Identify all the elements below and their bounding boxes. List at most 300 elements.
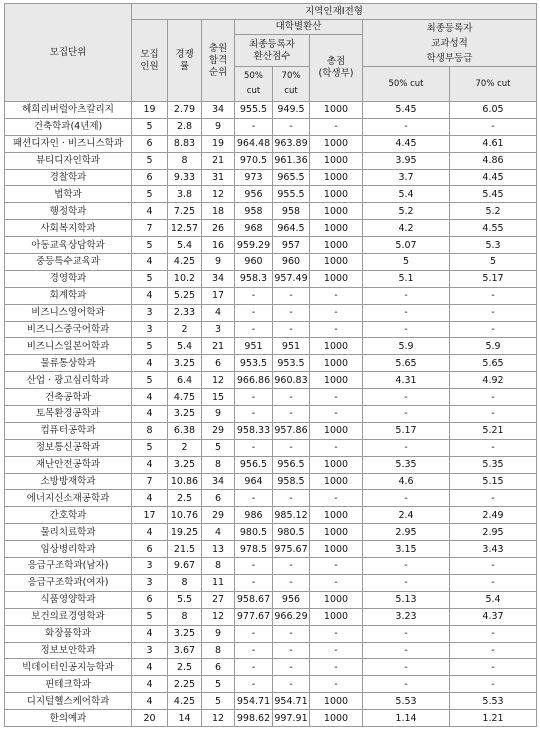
- cell-unit-name: 경영학과: [5, 270, 132, 287]
- cell-ratio: 5.25: [168, 287, 202, 304]
- cell-ratio: 2.33: [168, 304, 202, 321]
- cell-quota: 20: [132, 710, 168, 727]
- cell-waitlist-rank: 34: [202, 102, 235, 119]
- cell-score-cut50: -: [235, 574, 273, 591]
- cell-total: -: [310, 676, 363, 693]
- cell-ratio: 2: [168, 439, 202, 456]
- cell-ratio: 8.83: [168, 135, 202, 152]
- cell-total: 1000: [310, 507, 363, 524]
- cell-score-cut70: 975.67: [273, 541, 310, 558]
- header-total: 총점 (학생부): [310, 35, 363, 102]
- cell-score-cut70: 963.89: [273, 135, 310, 152]
- cell-score-cut70: -: [273, 490, 310, 507]
- table-row: [5, 186, 537, 203]
- cell-total: -: [310, 321, 363, 338]
- table-row: [5, 456, 537, 473]
- cell-unit-name: 중등특수교육과: [5, 254, 132, 271]
- cell-total: 1000: [310, 473, 363, 490]
- cell-waitlist-rank: 12: [202, 608, 235, 625]
- cell-unit-name: 정보통신공학과: [5, 439, 132, 456]
- cell-ratio: 8: [168, 152, 202, 169]
- cell-score-cut50: 966.86: [235, 372, 273, 389]
- cell-score-cut50: -: [235, 389, 273, 406]
- cell-grade-cut70: -: [450, 574, 537, 591]
- cell-ratio: 5.4: [168, 237, 202, 254]
- table-header: [5, 4, 537, 102]
- cell-unit-name: 비즈니스영어학과: [5, 304, 132, 321]
- cell-total: -: [310, 625, 363, 642]
- cell-grade-cut50: 3.23: [363, 608, 450, 625]
- cell-grade-cut50: 5.07: [363, 237, 450, 254]
- cell-grade-cut70: 4.37: [450, 608, 537, 625]
- table-row: [5, 355, 537, 372]
- cell-grade-cut50: 2.95: [363, 524, 450, 541]
- cell-score-cut70: 958: [273, 203, 310, 220]
- cell-grade-cut50: 4.2: [363, 220, 450, 237]
- header-quota: 모집 인원: [132, 20, 168, 102]
- cell-grade-cut70: -: [450, 287, 537, 304]
- cell-unit-name: 회계학과: [5, 287, 132, 304]
- cell-score-cut70: 949.5: [273, 102, 310, 119]
- cell-unit-name: 응급구조학과(여자): [5, 574, 132, 591]
- cell-quota: 5: [132, 338, 168, 355]
- cell-score-cut70: 957.49: [273, 270, 310, 287]
- cell-score-cut70: 960: [273, 254, 310, 271]
- cell-score-cut50: 964.48: [235, 135, 273, 152]
- cell-ratio: 6.4: [168, 372, 202, 389]
- cell-score-cut50: 955.5: [235, 102, 273, 119]
- cell-grade-cut70: -: [450, 642, 537, 659]
- cell-quota: 3: [132, 558, 168, 575]
- cell-quota: 5: [132, 237, 168, 254]
- cell-ratio: 3.8: [168, 186, 202, 203]
- cell-score-cut50: 958: [235, 203, 273, 220]
- cell-total: -: [310, 389, 363, 406]
- table-row: [5, 220, 537, 237]
- cell-waitlist-rank: 6: [202, 355, 235, 372]
- cell-grade-cut70: 5.15: [450, 473, 537, 490]
- cell-quota: 4: [132, 676, 168, 693]
- cell-waitlist-rank: 12: [202, 710, 235, 727]
- cell-score-cut70: -: [273, 304, 310, 321]
- cell-total: 1000: [310, 186, 363, 203]
- cell-quota: 3: [132, 304, 168, 321]
- cell-grade-cut50: 4.45: [363, 135, 450, 152]
- cell-grade-cut50: -: [363, 642, 450, 659]
- cell-ratio: 6.38: [168, 422, 202, 439]
- cell-grade-cut50: -: [363, 558, 450, 575]
- cell-ratio: 5.5: [168, 591, 202, 608]
- cell-score-cut70: 956: [273, 591, 310, 608]
- cell-waitlist-rank: 9: [202, 118, 235, 135]
- cell-ratio: 4.25: [168, 254, 202, 271]
- cell-grade-cut70: 4.61: [450, 135, 537, 152]
- cell-score-cut70: 955.5: [273, 186, 310, 203]
- cell-grade-cut70: 4.45: [450, 169, 537, 186]
- cell-total: -: [310, 304, 363, 321]
- cell-unit-name: 재난안전공학과: [5, 456, 132, 473]
- cell-grade-cut70: 5.2: [450, 203, 537, 220]
- cell-grade-cut70: 4.55: [450, 220, 537, 237]
- cell-grade-cut50: 2.4: [363, 507, 450, 524]
- cell-total: -: [310, 118, 363, 135]
- header-score-cut70: 70% cut: [273, 67, 310, 102]
- cell-ratio: 10.2: [168, 270, 202, 287]
- cell-ratio: 7.25: [168, 203, 202, 220]
- table-row: [5, 642, 537, 659]
- cell-grade-cut50: -: [363, 118, 450, 135]
- table-row: [5, 659, 537, 676]
- cell-score-cut70: 951: [273, 338, 310, 355]
- cell-unit-name: 간호학과: [5, 507, 132, 524]
- cell-grade-cut50: 4.31: [363, 372, 450, 389]
- cell-unit-name: 뷰티디자인학과: [5, 152, 132, 169]
- cell-unit-name: 정보보안학과: [5, 642, 132, 659]
- table-row: [5, 676, 537, 693]
- table-row: [5, 608, 537, 625]
- table-row: [5, 389, 537, 406]
- cell-grade-cut50: 5.53: [363, 693, 450, 710]
- table-row: [5, 287, 537, 304]
- cell-grade-cut70: 5.53: [450, 693, 537, 710]
- cell-quota: 4: [132, 203, 168, 220]
- cell-ratio: 19.25: [168, 524, 202, 541]
- header-final-conversion: 최종등록자 환산점수: [235, 35, 310, 67]
- cell-quota: 5: [132, 186, 168, 203]
- cell-grade-cut50: 5.13: [363, 591, 450, 608]
- cell-grade-cut70: -: [450, 625, 537, 642]
- cell-score-cut70: -: [273, 389, 310, 406]
- cell-score-cut50: 970.5: [235, 152, 273, 169]
- cell-ratio: 21.5: [168, 541, 202, 558]
- cell-score-cut70: 956.5: [273, 456, 310, 473]
- cell-score-cut70: -: [273, 574, 310, 591]
- cell-ratio: 4.25: [168, 693, 202, 710]
- header-unit: 모집단위: [5, 4, 132, 102]
- header-grade: 최종등록자 교과성적 학생부등급: [363, 20, 537, 67]
- header-ratio: 경쟁 률: [168, 20, 202, 102]
- cell-quota: 5: [132, 608, 168, 625]
- cell-grade-cut70: 6.05: [450, 102, 537, 119]
- table-row: [5, 135, 537, 152]
- cell-grade-cut70: 5.45: [450, 186, 537, 203]
- cell-grade-cut70: 3.43: [450, 541, 537, 558]
- cell-score-cut70: -: [273, 321, 310, 338]
- cell-waitlist-rank: 17: [202, 287, 235, 304]
- cell-quota: 4: [132, 287, 168, 304]
- cell-score-cut70: -: [273, 642, 310, 659]
- cell-score-cut70: 958.5: [273, 473, 310, 490]
- table-row: [5, 439, 537, 456]
- cell-score-cut50: -: [235, 321, 273, 338]
- cell-total: -: [310, 490, 363, 507]
- cell-total: 1000: [310, 422, 363, 439]
- cell-ratio: 3.25: [168, 406, 202, 423]
- cell-unit-name: 패션디자인 · 비즈니스학과: [5, 135, 132, 152]
- cell-grade-cut50: -: [363, 406, 450, 423]
- cell-quota: 4: [132, 524, 168, 541]
- table-row: [5, 304, 537, 321]
- cell-grade-cut50: -: [363, 659, 450, 676]
- cell-waitlist-rank: 29: [202, 507, 235, 524]
- cell-score-cut50: 980.5: [235, 524, 273, 541]
- cell-grade-cut50: -: [363, 625, 450, 642]
- cell-grade-cut70: 5.21: [450, 422, 537, 439]
- cell-score-cut70: -: [273, 406, 310, 423]
- cell-score-cut70: 953.5: [273, 355, 310, 372]
- cell-total: -: [310, 642, 363, 659]
- cell-unit-name: 비즈니스중국어학과: [5, 321, 132, 338]
- cell-ratio: 8: [168, 608, 202, 625]
- cell-waitlist-rank: 4: [202, 524, 235, 541]
- table-row: [5, 524, 537, 541]
- cell-quota: 4: [132, 406, 168, 423]
- cell-waitlist-rank: 21: [202, 338, 235, 355]
- cell-waitlist-rank: 29: [202, 422, 235, 439]
- table-row: [5, 237, 537, 254]
- cell-quota: 7: [132, 473, 168, 490]
- cell-quota: 8: [132, 422, 168, 439]
- cell-score-cut50: 954.71: [235, 693, 273, 710]
- cell-quota: 6: [132, 135, 168, 152]
- cell-total: -: [310, 406, 363, 423]
- cell-score-cut50: -: [235, 676, 273, 693]
- cell-grade-cut50: -: [363, 490, 450, 507]
- cell-unit-name: 소방방재학과: [5, 473, 132, 490]
- table-row: [5, 338, 537, 355]
- cell-ratio: 5.4: [168, 338, 202, 355]
- cell-total: 1000: [310, 203, 363, 220]
- table-row: [5, 169, 537, 186]
- cell-waitlist-rank: 31: [202, 169, 235, 186]
- cell-score-cut70: 957: [273, 237, 310, 254]
- cell-unit-name: 비즈니스일본어학과: [5, 338, 132, 355]
- cell-waitlist-rank: 5: [202, 676, 235, 693]
- cell-score-cut70: -: [273, 439, 310, 456]
- cell-unit-name: 토목환경공학과: [5, 406, 132, 423]
- cell-total: 1000: [310, 338, 363, 355]
- header-grade-cut70: 70% cut: [450, 67, 537, 102]
- cell-waitlist-rank: 12: [202, 186, 235, 203]
- cell-score-cut50: 958.67: [235, 591, 273, 608]
- table-row: [5, 152, 537, 169]
- cell-score-cut50: -: [235, 659, 273, 676]
- cell-grade-cut50: 3.95: [363, 152, 450, 169]
- table-row: [5, 270, 537, 287]
- cell-quota: 19: [132, 102, 168, 119]
- cell-grade-cut70: -: [450, 558, 537, 575]
- table-row: [5, 541, 537, 558]
- cell-score-cut50: 953.5: [235, 355, 273, 372]
- cell-unit-name: 컴퓨터공학과: [5, 422, 132, 439]
- table-row: [5, 372, 537, 389]
- cell-ratio: 10.76: [168, 507, 202, 524]
- cell-score-cut50: -: [235, 304, 273, 321]
- cell-grade-cut70: -: [450, 304, 537, 321]
- cell-quota: 6: [132, 169, 168, 186]
- admission-results-table-container: [4, 3, 536, 727]
- table-row: [5, 203, 537, 220]
- cell-total: 1000: [310, 456, 363, 473]
- cell-unit-name: 경찰학과: [5, 169, 132, 186]
- cell-grade-cut70: -: [450, 659, 537, 676]
- cell-score-cut50: 958.3: [235, 270, 273, 287]
- cell-quota: 5: [132, 152, 168, 169]
- cell-grade-cut50: -: [363, 321, 450, 338]
- cell-grade-cut70: 5.65: [450, 355, 537, 372]
- cell-waitlist-rank: 34: [202, 473, 235, 490]
- cell-waitlist-rank: 34: [202, 270, 235, 287]
- cell-quota: 4: [132, 254, 168, 271]
- cell-total: -: [310, 659, 363, 676]
- cell-quota: 5: [132, 118, 168, 135]
- cell-quota: 3: [132, 642, 168, 659]
- cell-ratio: 3.25: [168, 355, 202, 372]
- cell-ratio: 9.67: [168, 558, 202, 575]
- cell-waitlist-rank: 8: [202, 558, 235, 575]
- cell-waitlist-rank: 9: [202, 254, 235, 271]
- cell-score-cut50: 978.5: [235, 541, 273, 558]
- cell-score-cut70: 960.83: [273, 372, 310, 389]
- cell-score-cut50: -: [235, 287, 273, 304]
- cell-total: 1000: [310, 541, 363, 558]
- cell-grade-cut50: -: [363, 304, 450, 321]
- cell-unit-name: 건축학과(4년제): [5, 118, 132, 135]
- cell-score-cut50: -: [235, 490, 273, 507]
- cell-score-cut70: 997.91: [273, 710, 310, 727]
- cell-unit-name: 건축공학과: [5, 389, 132, 406]
- cell-unit-name: 아동교육상담학과: [5, 237, 132, 254]
- table-row: [5, 507, 537, 524]
- cell-total: 1000: [310, 237, 363, 254]
- cell-waitlist-rank: 4: [202, 304, 235, 321]
- cell-score-cut50: 973: [235, 169, 273, 186]
- cell-score-cut50: 968: [235, 220, 273, 237]
- cell-grade-cut70: 2.95: [450, 524, 537, 541]
- cell-grade-cut50: 5.9: [363, 338, 450, 355]
- cell-unit-name: 사회복지학과: [5, 220, 132, 237]
- cell-total: 1000: [310, 355, 363, 372]
- cell-quota: 4: [132, 389, 168, 406]
- cell-quota: 7: [132, 220, 168, 237]
- cell-grade-cut50: 5: [363, 254, 450, 271]
- cell-waitlist-rank: 15: [202, 389, 235, 406]
- cell-grade-cut50: 5.2: [363, 203, 450, 220]
- cell-total: 1000: [310, 710, 363, 727]
- cell-total: 1000: [310, 524, 363, 541]
- cell-score-cut70: 985.12: [273, 507, 310, 524]
- cell-unit-name: 보건의료경영학과: [5, 608, 132, 625]
- header-score-cut50: 50% cut: [235, 67, 273, 102]
- header-group-title: 지역인재Ⅰ전형: [132, 4, 537, 20]
- cell-ratio: 14: [168, 710, 202, 727]
- cell-waitlist-rank: 5: [202, 439, 235, 456]
- cell-score-cut70: 980.5: [273, 524, 310, 541]
- cell-score-cut70: 966.29: [273, 608, 310, 625]
- cell-unit-name: 화장품학과: [5, 625, 132, 642]
- table-row: [5, 558, 537, 575]
- cell-quota: 4: [132, 490, 168, 507]
- cell-unit-name: 핀테크학과: [5, 676, 132, 693]
- cell-grade-cut70: -: [450, 321, 537, 338]
- cell-ratio: 10.86: [168, 473, 202, 490]
- cell-grade-cut70: 2.49: [450, 507, 537, 524]
- cell-quota: 17: [132, 507, 168, 524]
- cell-grade-cut50: -: [363, 676, 450, 693]
- cell-waitlist-rank: 6: [202, 490, 235, 507]
- cell-grade-cut50: 5.45: [363, 102, 450, 119]
- cell-ratio: 2.5: [168, 659, 202, 676]
- cell-grade-cut50: -: [363, 389, 450, 406]
- cell-waitlist-rank: 9: [202, 625, 235, 642]
- cell-score-cut70: -: [273, 676, 310, 693]
- cell-ratio: 2: [168, 321, 202, 338]
- cell-unit-name: 에너지신소재공학과: [5, 490, 132, 507]
- cell-score-cut50: -: [235, 439, 273, 456]
- cell-grade-cut70: 5.35: [450, 456, 537, 473]
- cell-grade-cut70: 5.9: [450, 338, 537, 355]
- cell-ratio: 8: [168, 574, 202, 591]
- cell-total: 1000: [310, 591, 363, 608]
- cell-quota: 5: [132, 372, 168, 389]
- cell-grade-cut70: 5: [450, 254, 537, 271]
- cell-waitlist-rank: 3: [202, 321, 235, 338]
- cell-grade-cut70: -: [450, 439, 537, 456]
- cell-score-cut70: 964.5: [273, 220, 310, 237]
- cell-score-cut50: 964: [235, 473, 273, 490]
- cell-score-cut50: 959.29: [235, 237, 273, 254]
- cell-total: 1000: [310, 270, 363, 287]
- cell-unit-name: 법학과: [5, 186, 132, 203]
- cell-grade-cut70: 5.3: [450, 237, 537, 254]
- cell-waitlist-rank: 8: [202, 642, 235, 659]
- cell-grade-cut70: -: [450, 490, 537, 507]
- cell-unit-name: 물류통상학과: [5, 355, 132, 372]
- table-row: [5, 254, 537, 271]
- cell-ratio: 2.25: [168, 676, 202, 693]
- cell-grade-cut70: 4.92: [450, 372, 537, 389]
- cell-quota: 6: [132, 541, 168, 558]
- cell-unit-name: 물리치료학과: [5, 524, 132, 541]
- cell-ratio: 2.79: [168, 102, 202, 119]
- cell-grade-cut50: 1.14: [363, 710, 450, 727]
- cell-grade-cut50: -: [363, 574, 450, 591]
- cell-total: 1000: [310, 102, 363, 119]
- cell-total: 1000: [310, 169, 363, 186]
- cell-ratio: 3.25: [168, 625, 202, 642]
- cell-total: 1000: [310, 608, 363, 625]
- table-row: [5, 321, 537, 338]
- cell-score-cut50: 956: [235, 186, 273, 203]
- cell-grade-cut70: -: [450, 406, 537, 423]
- table-row: [5, 591, 537, 608]
- cell-total: 1000: [310, 152, 363, 169]
- header-rank: 충원 합격 순위: [202, 20, 235, 102]
- cell-unit-name: 행정학과: [5, 203, 132, 220]
- cell-grade-cut50: -: [363, 287, 450, 304]
- cell-quota: 3: [132, 321, 168, 338]
- cell-grade-cut70: 1.21: [450, 710, 537, 727]
- cell-waitlist-rank: 9: [202, 406, 235, 423]
- cell-score-cut70: -: [273, 659, 310, 676]
- cell-score-cut50: 958.33: [235, 422, 273, 439]
- cell-score-cut70: 961.36: [273, 152, 310, 169]
- cell-ratio: 12.57: [168, 220, 202, 237]
- cell-ratio: 9.33: [168, 169, 202, 186]
- cell-grade-cut50: 5.17: [363, 422, 450, 439]
- cell-total: 1000: [310, 372, 363, 389]
- cell-total: 1000: [310, 254, 363, 271]
